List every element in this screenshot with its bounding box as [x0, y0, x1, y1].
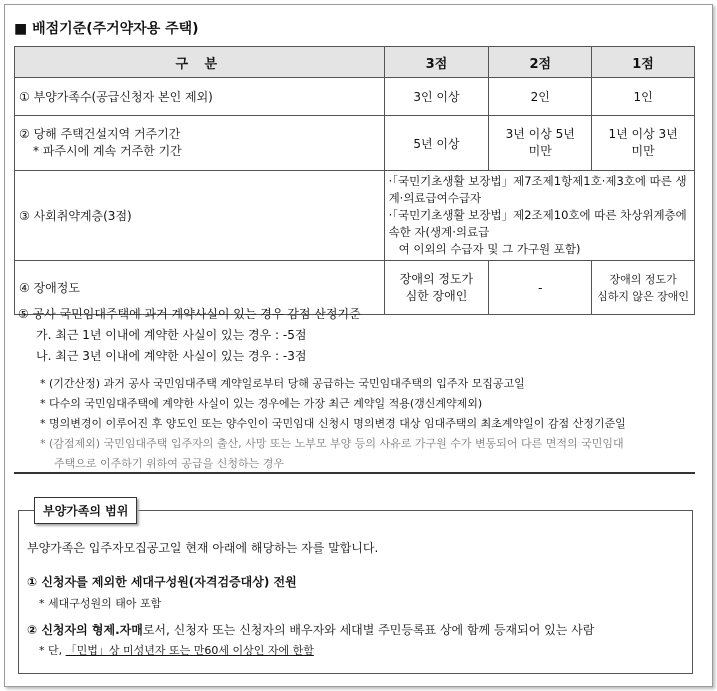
cell-line: 장애의 정도가 [399, 271, 474, 286]
cell-line: 심한 장애인 [405, 288, 468, 303]
header-1pt: 1점 [592, 47, 695, 78]
table-row [15, 116, 695, 171]
row-label: ④ 장애정도 [15, 261, 385, 315]
row-note: * 파주시에 계속 거주한 기간 [33, 144, 182, 158]
table-header-row [15, 47, 695, 78]
row-label-text: ② 당해 주택건설지역 거주기간 [19, 127, 181, 141]
cell-2pt [489, 116, 592, 171]
header-category: 구 분 [15, 47, 385, 78]
notes-list [40, 374, 700, 474]
cell-1pt: 1인 [592, 78, 695, 116]
family-item-2-note [39, 642, 314, 658]
cell-line: 미만 [631, 144, 655, 158]
family-item-1-note: * 세대구성원의 태아 포함 [39, 597, 162, 610]
section-title: ■ 배점기준(주거약자용 주택) [14, 21, 199, 37]
table-row [15, 78, 695, 116]
family-item-1: ① 신청자를 제외한 세대구성원(자격검증대상) 전원 [27, 575, 297, 589]
cell-3pt [384, 261, 489, 315]
cell-3pt: 5년 이상 [384, 116, 489, 171]
cell-1pt [592, 116, 695, 171]
note-item: * (기간산정) 과거 공사 국민임대주택 계약일로부터 당해 공급하는 국민임대주택의 입주자 모집공고일 [40, 377, 525, 390]
family-box [18, 510, 693, 674]
row-label-text: ③ 사회취약계층(3점) [19, 209, 132, 223]
criteria-line: ·「국민기초생활 보장법」제2조제10호에 따른 차상위계층에 속한 자(생계·의료급 [388, 208, 687, 239]
family-intro: 부양가족은 입주자모집공고일 현재 아래에 해당하는 자를 말합니다. [27, 541, 379, 555]
header-3pt: 3점 [384, 47, 489, 78]
social-criteria-cell [384, 171, 694, 261]
cell-line: 심하지 않은 장애인 [597, 289, 690, 303]
deduction-item: 가. 최근 1년 이내에 계약한 사실이 있는 경우 : -5점 [36, 328, 307, 342]
family-item-2-rest: 로서, 신청자 또는 신청자의 배우자와 세대별 주민등록표 상에 함께 등재되어 있는 사람 [142, 623, 595, 637]
criteria-line: 여 이외의 수급자 및 그 가구원 포함) [398, 242, 581, 256]
cell-2pt: 2인 [489, 78, 592, 116]
note-item: * (감점제외) 국민임대주택 입주자의 출산, 사망 또는 노부모 부양 등의 사유로 가구원 수가 변동되어 다른 면적의 국민임대 [40, 437, 624, 450]
family-box-title: 부양가족의 범위 [34, 497, 137, 524]
scoring-table [14, 46, 695, 315]
criteria-line: ·「국민기초생활 보장법」제7조제1항제1호·제3호에 따른 생계·의료급여수급자 [388, 174, 687, 205]
row-label [15, 171, 385, 261]
note-item: * 다수의 국민임대주택에 계약한 사실이 있는 경우에는 가장 최근 계약일 적용(갱신계약제외) [40, 397, 483, 410]
note-prefix: * 단, [39, 644, 66, 657]
cell-line: 3년 이상 5년 [505, 127, 575, 141]
note-item: 주택으로 이주하기 위하여 공급을 신청하는 경우 [54, 457, 285, 470]
deduction-heading: ⑤ 공사 국민임대주택에 과거 계약사실이 있는 경우 감점 산정기준 [18, 307, 361, 321]
cell-line: 장애의 정도가 [609, 272, 677, 286]
note-item: * 명의변경이 이루어진 후 양도인 또는 양수인이 국민임대 신청시 명의변경 대상 임대주택의 최초계약일이 감점 산정기준일 [40, 417, 626, 430]
cell-line: 미만 [528, 144, 552, 158]
note-underlined: 「민법」상 미성년자 또는 만60세 이상인 자에 한함 [65, 644, 314, 657]
row-label: ① 부양가족수(공급신청자 본인 제외) [15, 78, 385, 116]
cell-1pt [592, 261, 695, 315]
cell-2pt: - [489, 261, 592, 315]
deduction-section [18, 304, 361, 367]
cell-3pt: 3인 이상 [384, 78, 489, 116]
family-item-2 [27, 621, 594, 638]
family-item-2-bold: ② 신청자의 형제.자매 [27, 623, 143, 637]
header-2pt: 2점 [489, 47, 592, 78]
cell-line: 1년 이상 3년 [608, 127, 678, 141]
row-label [15, 116, 385, 171]
table-row [15, 171, 695, 261]
divider [14, 472, 695, 474]
deduction-item: 나. 최근 3년 이내에 계약한 사실이 있는 경우 : -3점 [36, 349, 307, 363]
